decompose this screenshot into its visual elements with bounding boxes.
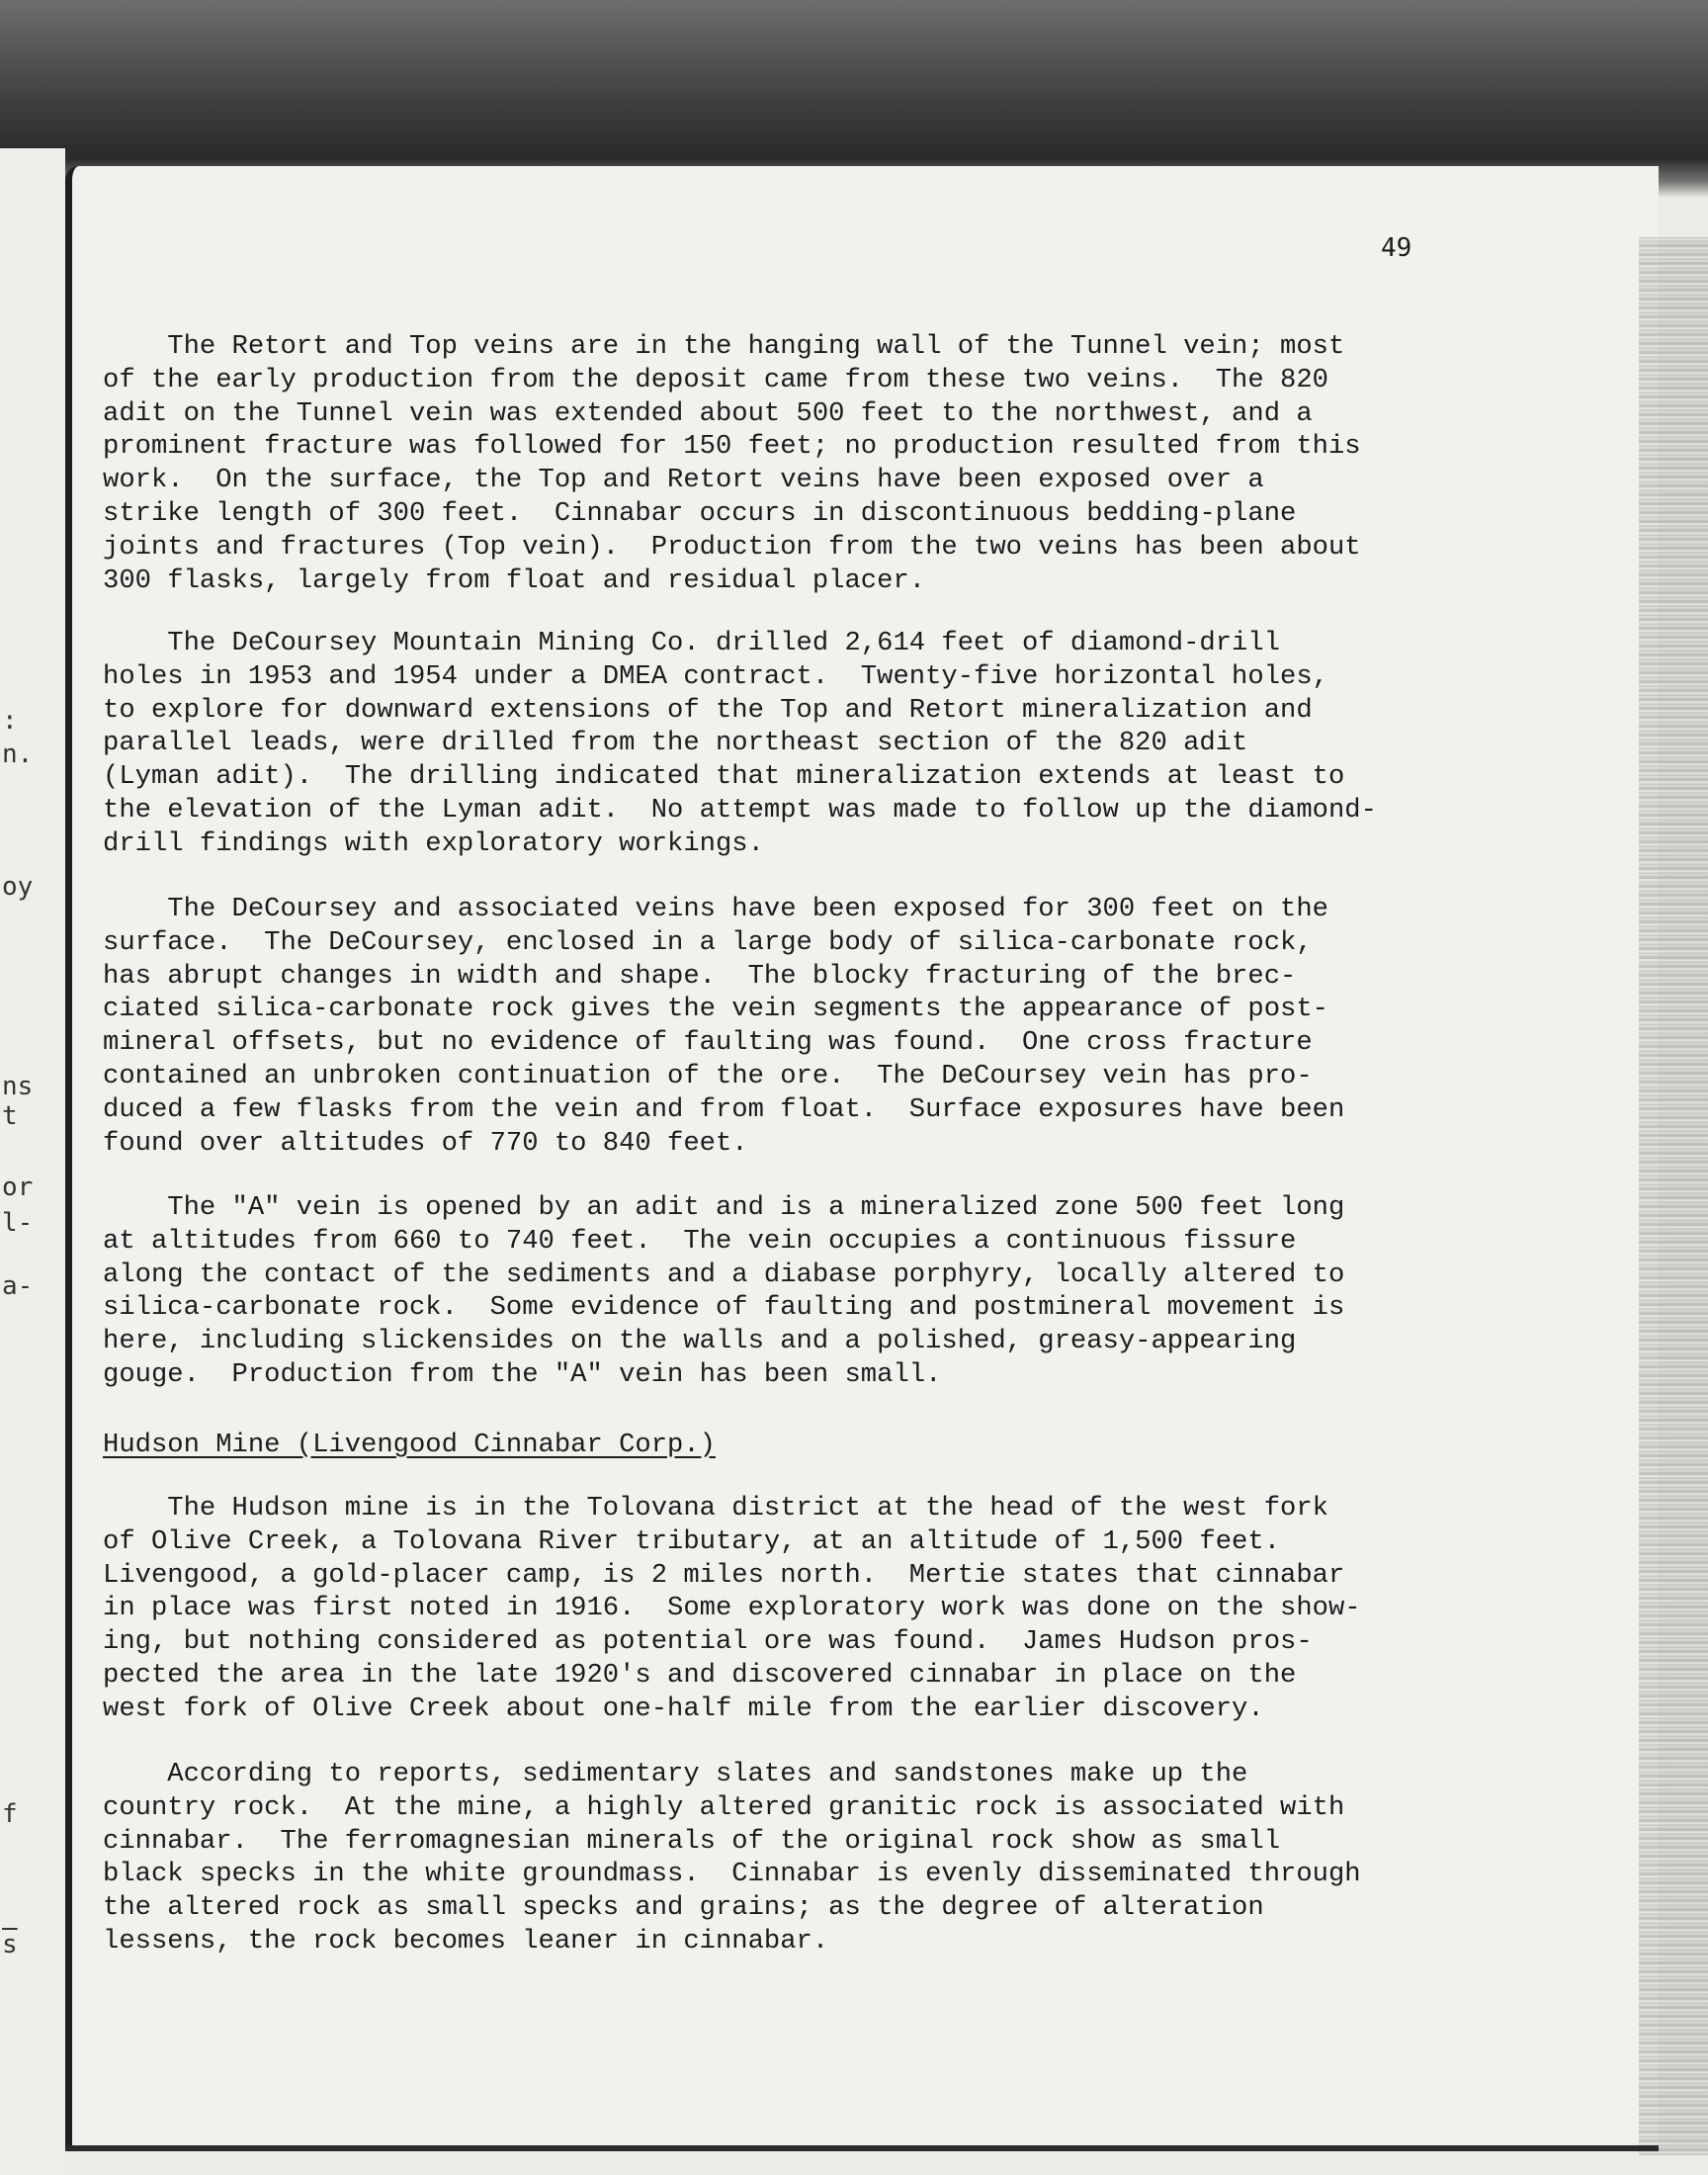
margin-fragment: l- <box>2 1208 34 1238</box>
text-line: of Olive Creek, a Tolovana River tributary, at an altitude of 1,500 feet. <box>103 1525 1281 1557</box>
text-line: strike length of 300 feet. Cinnabar occurs in discontinuous bedding-plane <box>103 497 1297 529</box>
text-line: ciated silica-carbonate rock gives the vein segments the appearance of post- <box>103 994 1328 1025</box>
text-line: surface. The DeCoursey, enclosed in a large body of silica-carbonate rock, <box>103 926 1313 958</box>
page-bottom-edge <box>65 2145 1659 2151</box>
text-line: mineral offsets, but no evidence of faulting was found. One cross fracture <box>103 1027 1313 1059</box>
text-line: drill findings with exploratory workings. <box>103 827 764 859</box>
text-line: The Retort and Top veins are in the hanging wall of the Tunnel vein; most <box>103 331 1345 362</box>
text-line: parallel leads, were drilled from the northeast section of the 820 adit <box>103 728 1248 759</box>
paragraph-a-vein <box>103 1191 1432 1392</box>
facing-page-margin <box>0 148 65 2175</box>
text-line: The "A" vein is opened by an adit and is a mineralized zone 500 feet long <box>103 1192 1345 1223</box>
text-line: holes in 1953 and 1954 under a DMEA contract. Twenty-five horizontal holes, <box>103 660 1328 692</box>
text-line: pected the area in the late 1920's and discovered cinnabar in place on the <box>103 1659 1297 1691</box>
text-line: The DeCoursey Mountain Mining Co. drilled 2,614 feet of diamond-drill <box>103 628 1281 658</box>
text-line: in place was first noted in 1916. Some exploratory work was done on the show- <box>103 1593 1361 1624</box>
paragraph-hudson-mine <box>103 1492 1432 1726</box>
text-line: prominent fracture was followed for 150 feet; no production resulted from this <box>103 431 1361 463</box>
text-line: gouge. Production from the "A" vein has been small. <box>103 1358 942 1390</box>
text-line: work. On the surface, the Top and Retort veins have been exposed over a <box>103 465 1264 496</box>
text-line: According to reports, sedimentary slates and sandstones make up the <box>103 1759 1248 1789</box>
text-line: The Hudson mine is in the Tolovana district at the head of the west fork <box>103 1493 1328 1523</box>
section-heading: Hudson Mine (Livengood Cinnabar Corp.) <box>103 1430 716 1460</box>
text-line: adit on the Tunnel vein was extended about 500 feet to the northwest, and a <box>103 397 1313 429</box>
margin-fragment: : <box>2 706 18 736</box>
text-line: the elevation of the Lyman adit. No attempt was made to follow up the diamond- <box>103 794 1377 826</box>
text-line: cinnabar. The ferromagnesian minerals of the original rock show as small <box>103 1825 1281 1857</box>
text-line: (Lyman adit). The drilling indicated that mineralization extends at least to <box>103 761 1345 793</box>
text-line: west fork of Olive Creek about one-half mile from the earlier discovery. <box>103 1693 1264 1724</box>
text-line: country rock. At the mine, a highly altered granitic rock is associated with <box>103 1791 1345 1823</box>
margin-fragment: oy <box>2 872 34 902</box>
text-line: The DeCoursey and associated veins have been exposed for 300 feet on the <box>103 894 1328 924</box>
text-line: along the contact of the sediments and a diabase porphyry, locally altered to <box>103 1259 1345 1290</box>
right-edge-noise <box>1639 237 1708 2155</box>
text-line: lessens, the rock becomes leaner in cinnabar. <box>103 1925 829 1957</box>
margin-fragment: a- <box>2 1271 34 1301</box>
margin-fragment: ns <box>2 1072 34 1101</box>
margin-fragment: $\overline{s}$ <box>2 1930 18 1959</box>
text-line: has abrupt changes in width and shape. The blocky fracturing of the brec- <box>103 960 1297 992</box>
paragraph-country-rock <box>103 1758 1432 1958</box>
page-number: 49 <box>1381 233 1412 263</box>
text-line: to explore for downward extensions of the Top and Retort mineralization and <box>103 694 1313 726</box>
margin-fragment: t <box>2 1101 18 1131</box>
paragraph-decoursey-drilling <box>103 627 1432 861</box>
text-line: contained an unbroken continuation of the ore. The DeCoursey vein has pro- <box>103 1060 1313 1091</box>
text-line: ing, but nothing considered as potential ore was found. James Hudson pros- <box>103 1626 1313 1658</box>
text-line: duced a few flasks from the vein and from float. Surface exposures have been <box>103 1093 1345 1125</box>
text-line: of the early production from the deposit came from these two veins. The 820 <box>103 364 1328 395</box>
text-line: black specks in the white groundmass. Cinnabar is evenly disseminated through <box>103 1859 1361 1890</box>
text-line: silica-carbonate rock. Some evidence of faulting and postmineral movement is <box>103 1292 1345 1324</box>
text-line: the altered rock as small specks and grains; as the degree of alteration <box>103 1892 1264 1924</box>
margin-fragment: n. <box>2 740 34 769</box>
paragraph-retort-top-veins <box>103 330 1432 597</box>
text-line: found over altitudes of 770 to 840 feet. <box>103 1127 748 1159</box>
paragraph-decoursey-veins <box>103 893 1432 1160</box>
text-line: Livengood, a gold-placer camp, is 2 miles north. Mertie states that cinnabar <box>103 1559 1345 1591</box>
text-line: 300 flasks, largely from float and residual placer. <box>103 565 926 596</box>
text-line: here, including slickensides on the walls and a polished, greasy-appearing <box>103 1326 1297 1357</box>
margin-fragment: f <box>2 1799 18 1829</box>
text-line: joints and fractures (Top vein). Production from the two veins has been about <box>103 531 1361 563</box>
margin-fragment: or <box>2 1173 34 1202</box>
text-line: at altitudes from 660 to 740 feet. The vein occupies a continuous fissure <box>103 1225 1297 1257</box>
